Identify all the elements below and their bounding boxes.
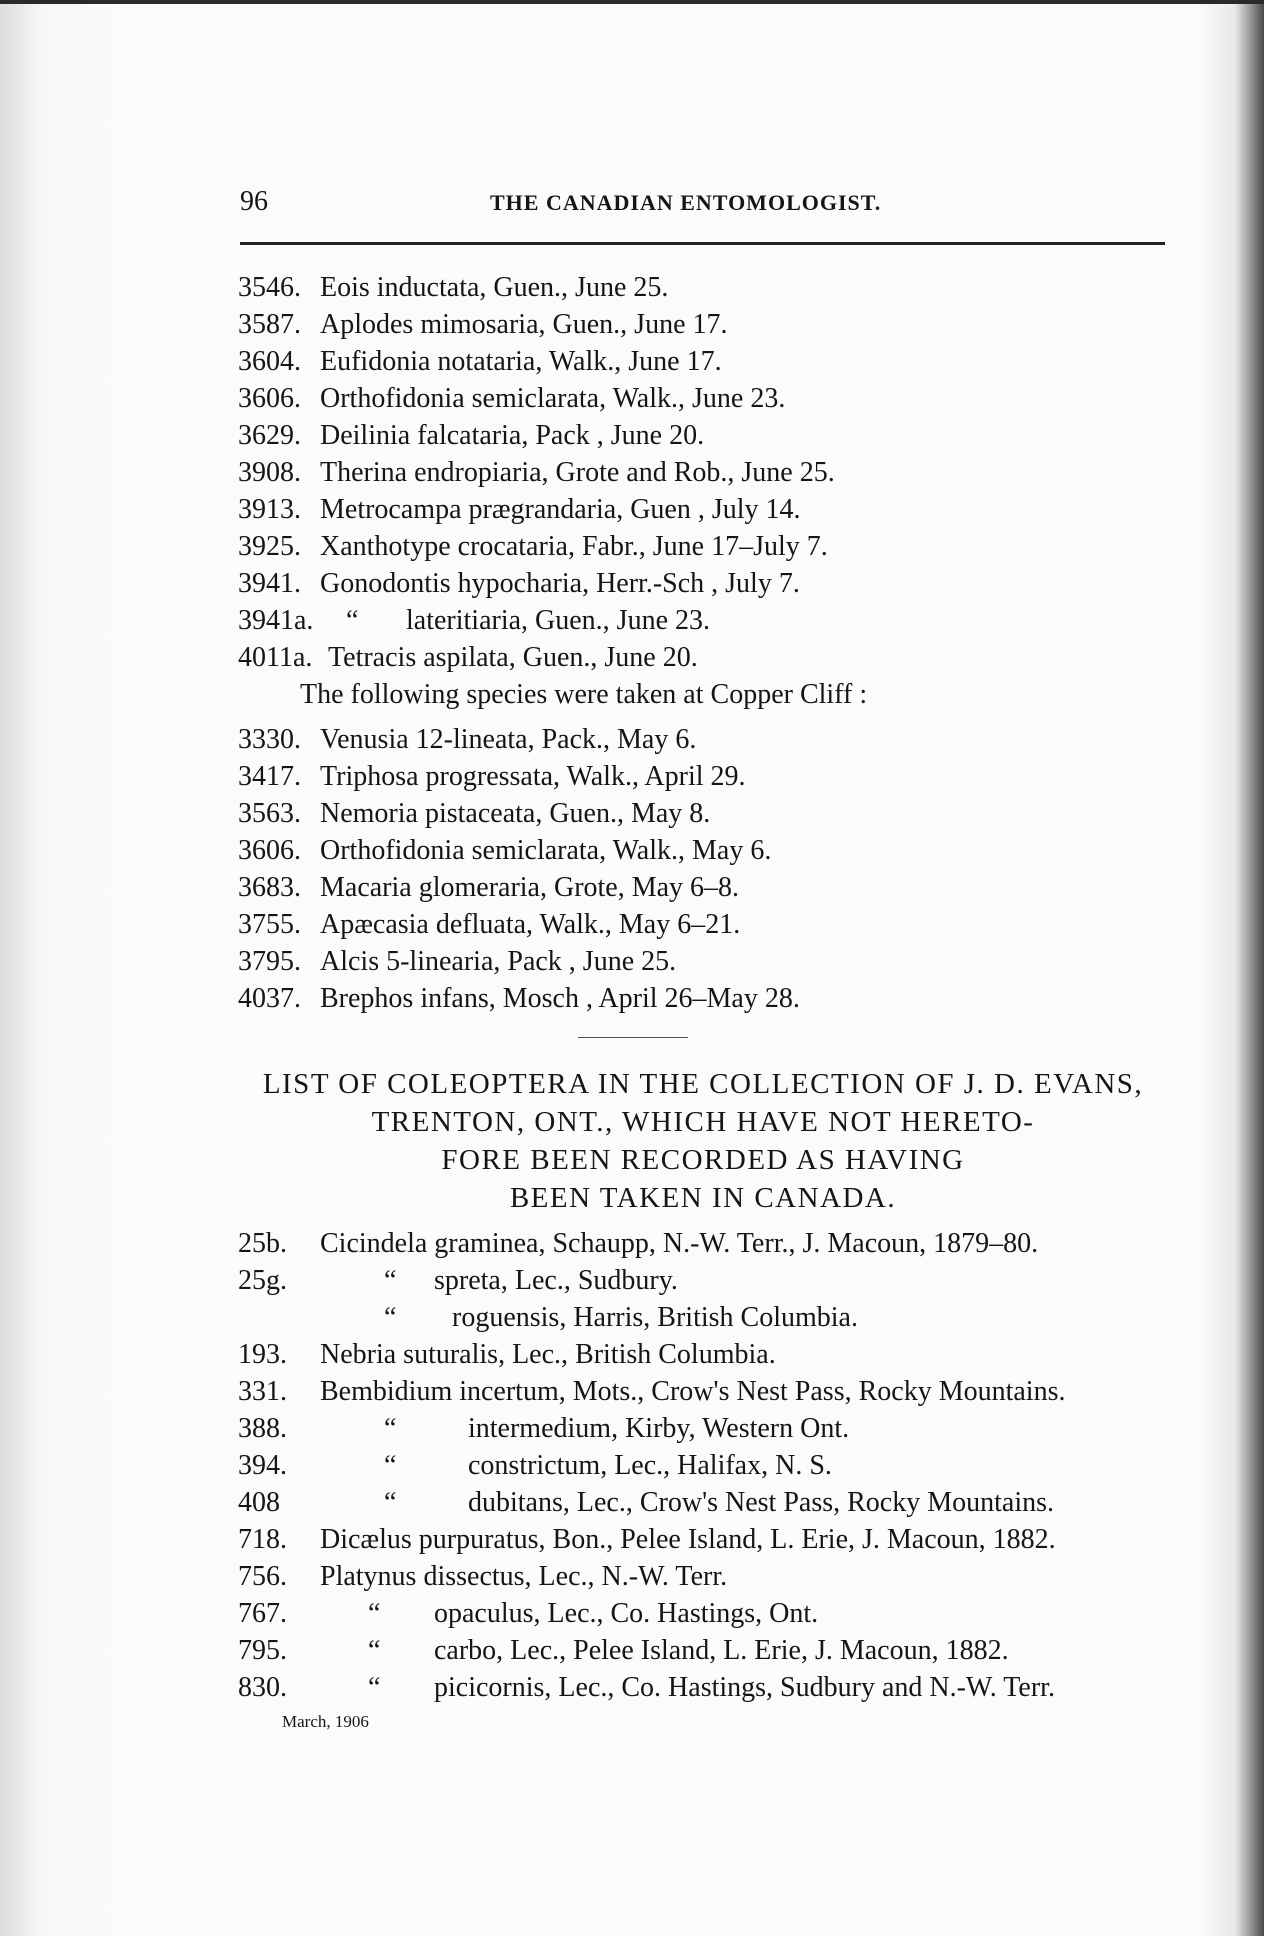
list-item: 756. Platynus dissectus, Lec., N.-W. Terr. <box>238 1561 728 1592</box>
list-item: 394. “ constrictum, Lec., Halifax, N. S. <box>238 1450 832 1481</box>
list-item: 830. “ picicornis, Lec., Co. Hastings, Sudbury and N.-W. Terr. <box>238 1672 1055 1703</box>
list-item: 3908. Therina endropiaria, Grote and Rob., June 25. <box>238 457 835 488</box>
top-edge-line <box>0 0 1264 4</box>
list-item: 3913. Metrocampa prægrandaria, Guen , July 14. <box>238 494 801 525</box>
page-number: 96 <box>240 186 268 217</box>
running-title: THE CANADIAN ENTOMOLOGIST. <box>490 190 882 215</box>
document-page: 96 THE CANADIAN ENTOMOLOGIST. 3546. Eois inductata, Guen., June 25. 3587. Aplodes mimosaria, Guen., June 17. 3604. Eufidonia notataria, Walk., June 17. 3606. Orthofidonia semiclarata, Walk., June 23. 3629. Deilinia falcataria, Pack , June 20. 3908. Therina endropiaria, Grote and Rob., June 25. 3913. Metrocampa prægrandaria, Guen , July 14. 3925. Xanthotype crocataria, Fabr., June 17–July 7. 3941. Gonodontis hypocharia, Herr.-Sch , July 7. 3941a. “ lateritiaria, Guen., June 23. 4011a. Tetracis aspilata, Guen., June 20. The following species were taken at Copper Cliff : 3330. Venusia 12-lineata, Pack., May 6. 3417. Triphosa progressata, Walk., April 29. 3563. Nemoria pistaceata, Guen., May 8. 3606. Orthofidonia semiclarata, Walk., May 6. 3683. Macaria glomeraria, Grote, May 6–8. 3755. Apæcasia defluata, Walk., May 6–21. 3795. Alcis 5-linearia, Pack , June 25. 4037. Brephos infans, Mosch , April 26–May 28. LIST OF COLEOPTERA IN THE COLLECTION OF J. D. EVANS, TRENTON, ONT., WHICH HAVE NOT HERETO- FORE BEEN RECORDED AS HAVING BEEN TAKEN IN CANADA. 25b. Cicindela graminea, Schaupp, N.-W. Terr., J. Macoun, 1879–80. 25g. “ spreta, Lec., Sudbury. “ roguensis, Harris, British Columbia. 193. Nebria suturalis, Lec., British Columbia. 331. Bembidium incertum, Mots., Crow's Nest Pass, Rocky Mountains. 388. “ intermedium, Kirby, Western Ont. 394. “ constrictum, Lec., Halifax, N. S. 408 “ dubitans, Lec., Crow's Nest Pass, Rocky Mountains. 718. Dicælus purpuratus, Bon., Pelee Island, L. Erie, J. Macoun, 1882. 756. Platynus dissectus, Lec., N.-W. Terr. 767. “ opaculus, Lec., Co. Hastings, Ont. 795. “ carbo, Lec., Pelee Island, L. Erie, J. Macoun, 1882. 830. “ picicornis, Lec., Co. Hastings, Sudbury and N.-W. Terr. March, 1906 <box>0 0 1264 1936</box>
list-item: 3755. Apæcasia defluata, Walk., May 6–21. <box>238 909 741 940</box>
list-item: 795. “ carbo, Lec., Pelee Island, L. Erie, J. Macoun, 1882. <box>238 1635 1009 1666</box>
list-item: 4011a. Tetracis aspilata, Guen., June 20. <box>238 642 698 673</box>
list-item: 3604. Eufidonia notataria, Walk., June 17. <box>238 346 722 377</box>
list-item: 3925. Xanthotype crocataria, Fabr., June 17–July 7. <box>238 531 828 562</box>
footer-date: March, 1906 <box>282 1712 369 1731</box>
list-item: 3795. Alcis 5-linearia, Pack , June 25. <box>238 946 677 977</box>
section-heading-line: TRENTON, ONT., WHICH HAVE NOT HERETO- <box>371 1106 1035 1138</box>
section-heading-line: LIST OF COLEOPTERA IN THE COLLECTION OF J. D. EVANS, <box>262 1068 1144 1100</box>
list-item: 3563. Nemoria pistaceata, Guen., May 8. <box>238 798 711 829</box>
list-item: 3546. Eois inductata, Guen., June 25. <box>238 272 669 303</box>
section-heading-line: BEEN TAKEN IN CANADA. <box>509 1182 897 1214</box>
list-item: 3941a. “ lateritiaria, Guen., June 23. <box>238 605 711 636</box>
list-item: 388. “ intermedium, Kirby, Western Ont. <box>238 1413 850 1444</box>
list-item: 3606. Orthofidonia semiclarata, Walk., May 6. <box>238 835 772 866</box>
list-item: 331. Bembidium incertum, Mots., Crow's Nest Pass, Rocky Mountains. <box>238 1376 1066 1407</box>
section-heading-line: FORE BEEN RECORDED AS HAVING <box>441 1144 965 1176</box>
list-item: 25g. “ spreta, Lec., Sudbury. <box>238 1265 678 1296</box>
list-item: 25b. Cicindela graminea, Schaupp, N.-W. Terr., J. Macoun, 1879–80. <box>238 1228 1039 1259</box>
list-item: 3606. Orthofidonia semiclarata, Walk., June 23. <box>238 383 786 414</box>
list-item: 3941. Gonodontis hypocharia, Herr.-Sch , July 7. <box>238 568 800 599</box>
lead-line: The following species were taken at Copper Cliff : <box>300 679 868 710</box>
header-rule <box>240 242 1165 245</box>
list-item: 4037. Brephos infans, Mosch , April 26–May 28. <box>238 983 800 1014</box>
list-item: 3629. Deilinia falcataria, Pack , June 20. <box>238 420 705 451</box>
list-item: 193. Nebria suturalis, Lec., British Columbia. <box>238 1339 776 1370</box>
section-divider <box>578 1037 688 1038</box>
list-item: 718. Dicælus purpuratus, Bon., Pelee Island, L. Erie, J. Macoun, 1882. <box>238 1524 1056 1555</box>
list-item: 767. “ opaculus, Lec., Co. Hastings, Ont. <box>238 1598 819 1629</box>
list-item: 3683. Macaria glomeraria, Grote, May 6–8. <box>238 872 740 903</box>
list-item: 3417. Triphosa progressata, Walk., April 29. <box>238 761 746 792</box>
page-header <box>240 186 1165 226</box>
list-item: 408 “ dubitans, Lec., Crow's Nest Pass, Rocky Mountains. <box>238 1487 1055 1518</box>
list-item: 3587. Aplodes mimosaria, Guen., June 17. <box>238 309 728 340</box>
list-item: 3330. Venusia 12-lineata, Pack., May 6. <box>238 724 697 755</box>
